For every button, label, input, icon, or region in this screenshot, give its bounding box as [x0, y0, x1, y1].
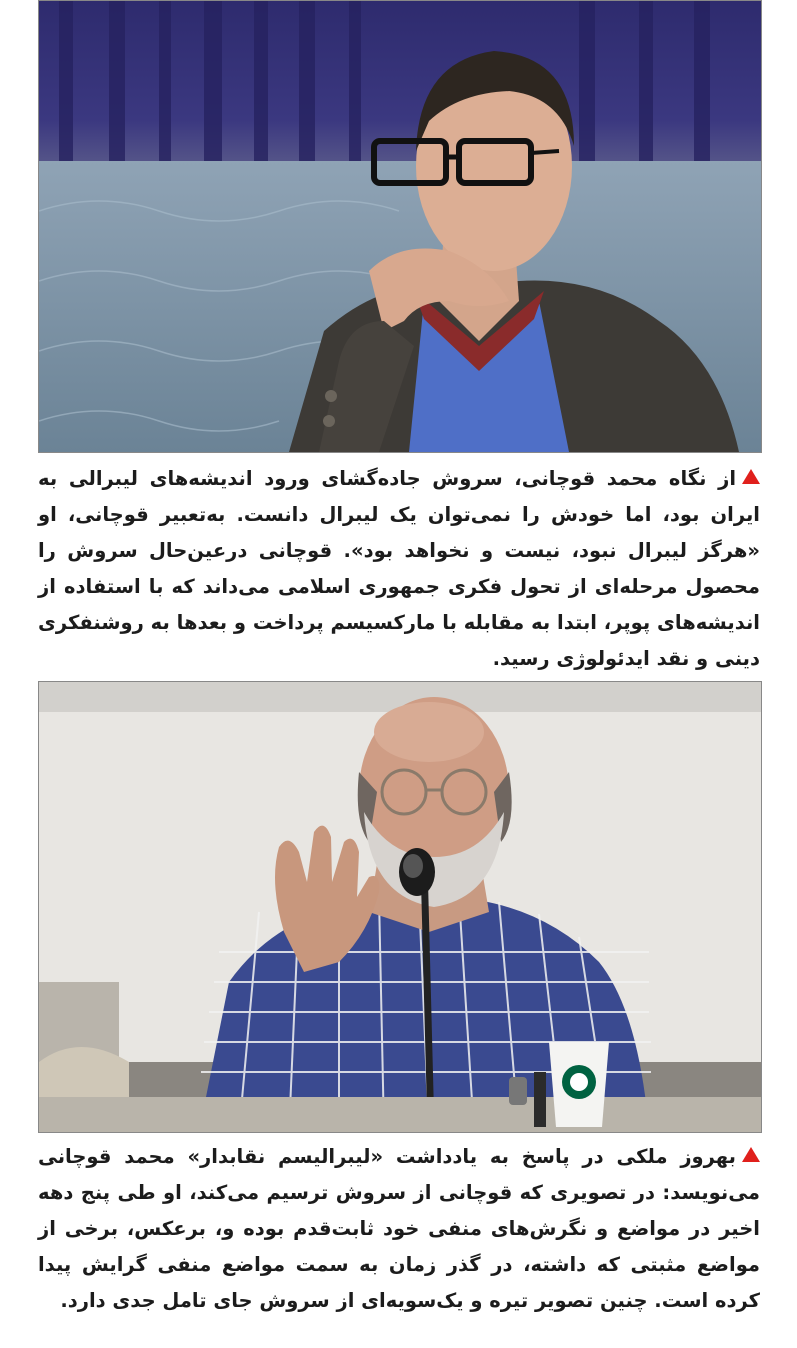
triangle-up-icon: [742, 1147, 760, 1162]
portrait-photo-2: [38, 681, 762, 1133]
portrait-photo-1: [38, 0, 762, 453]
caption-2-text: بهروز ملکی در پاسخ به یادداشت «لیبرالیسم نقابدار» محمد قوچانی می‌نویسد: در تصویری که قوچانی از سروش ترسیم می‌کند، او طی پنج دهه اخیر در مواضع و نگرش‌های منفی خود ثابت‌قدم بوده و، برعکس، برخی از مواضع مثبتی که داشته، در گذر زمان به سمت مواضع منفی گرایش پیدا کرده است. چنین تصویر تیره و یک‌سویه‌ای از سروش جای تامل جدی دارد.: [38, 1145, 760, 1312]
caption-2: [38, 1139, 760, 1319]
caption-1: [38, 461, 760, 677]
caption-1-text: از نگاه محمد قوچانی، سروش جاده‌گشای ورود اندیشه‌های لیبرالی به ایران بود، اما خودش را نمی‌توان یک لیبرال دانست. به‌تعبیر قوچانی، او «هرگز لیبرال نبود، نیست و نخواهد بود». قوچانی درعین‌حال سروش را محصول مرحله‌ای از تحول فکری جمهوری اسلامی می‌داند که با استفاده از اندیشه‌های پوپر، ابتدا به مقابله با مارکسیسم پرداخت و بعدها به روشنفکری دینی و نقد ایدئولوژی رسید.: [38, 467, 760, 670]
triangle-up-icon: [742, 469, 760, 484]
